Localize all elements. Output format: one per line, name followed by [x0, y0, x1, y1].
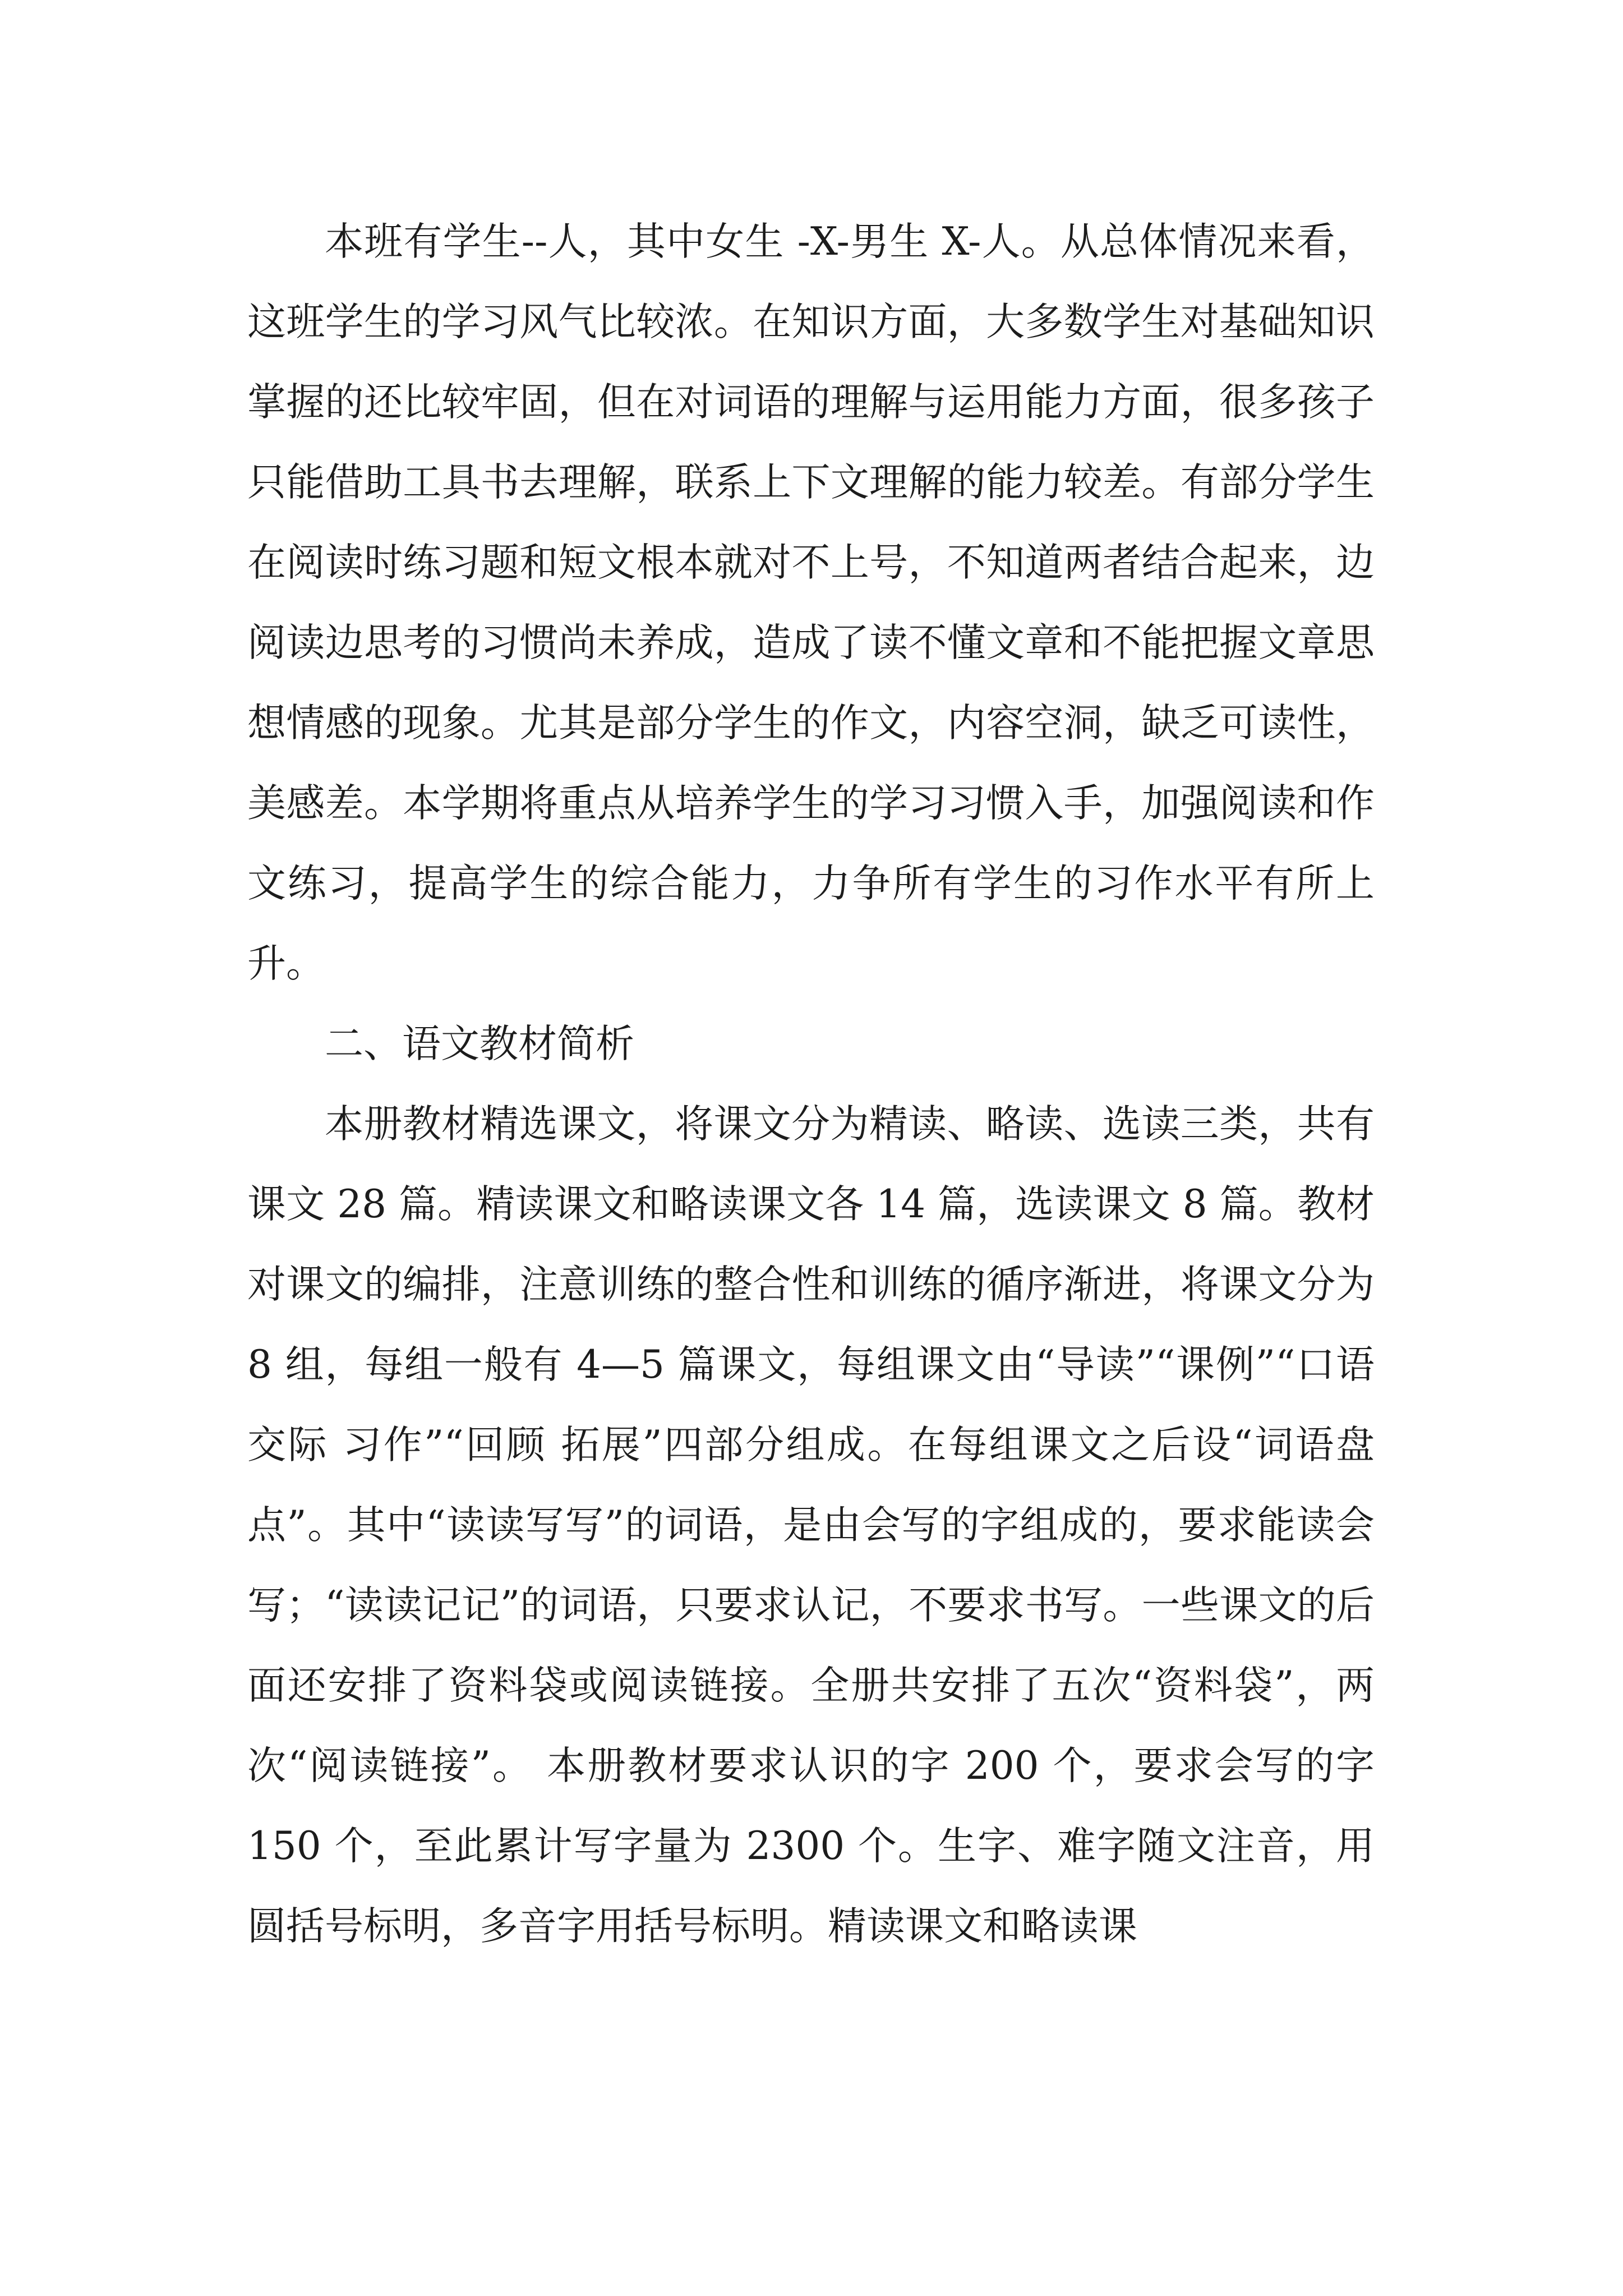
class-situation-paragraph: 本班有学生--人，其中女生 -X-男生 X-人。从总体情况来看，这班学生的学习风气比较浓。在知识方面，大多数学生对基础知识掌握的还比较牢固，但在对词语的理解与运用能力方面，很多孩子只能借助工具书去理解，联系上下文理解的能力较差。有部分学生在阅读时练习题和短文根本就对不上号，不知道两者结合起来，边阅读边思考的习惯尚未养成，造成了读不懂文章和不能把握文章思想情感的现象。尤其是部分学生的作文，内容空洞，缺乏可读性，美感差。本学期将重点从培养学生的学习习惯入手，加强阅读和作文练习，提高学生的综合能力，力争所有学生的习作水平有所上升。 [247, 219, 1375, 986]
section-heading: 二、语文教材简析 [325, 1022, 634, 1066]
textbook-analysis-paragraph: 本册教材精选课文，将课文分为精读、略读、选读三类，共有课文 28 篇。精读课文和略读课文各 14 篇，选读课文 8 篇。教材对课文的编排，注意训练的整合性和训练的循序渐进，将课文分为 8 组，每组一般有 4—5 篇课文，每组课文由“导读”“课例”“口语交际 习作”“回顾 拓展”四部分组成。在每组课文之后设“词语盘点”。其中“读读写写”的词语，是由会写的字组成的，要求能读会写；“读读记记”的词语，只要求认记，不要求书写。一些课文的后面还安排了资料袋或阅读链接。全册共安排了五次“资料袋”，两次“阅读链接”。 本册教材要求认识的字 200 个，要求会写的字 150 个，至此累计写字量为 2300 个。生字、难字随文注音，用圆括号标明，多音字用括号标明。精读课文和略读课 [247, 1102, 1387, 1949]
document-body [247, 202, 1387, 1967]
